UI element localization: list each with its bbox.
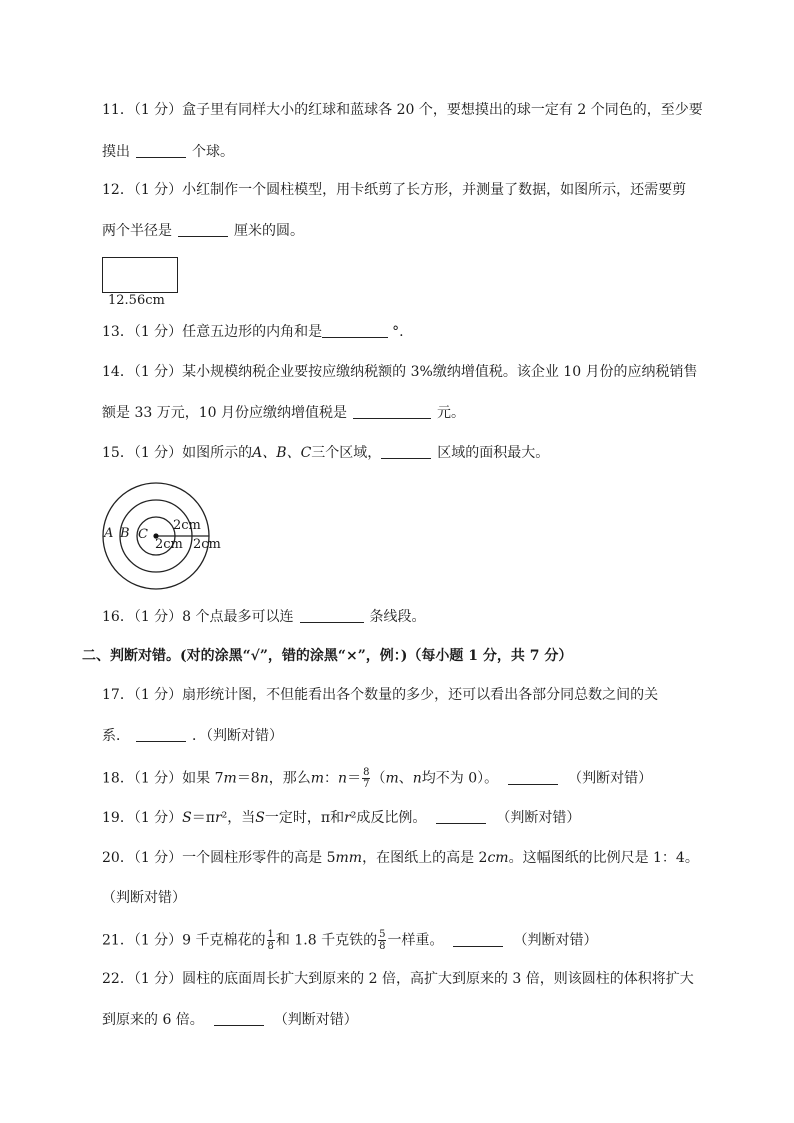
q11-text-a: 摸出	[102, 144, 130, 160]
q15-label-c: C	[138, 527, 148, 542]
q16-answer-blank[interactable]	[300, 608, 364, 623]
q18-text-f: （	[371, 770, 386, 787]
q11-answer-blank[interactable]	[136, 143, 186, 158]
q18-var-n2: n	[338, 770, 348, 787]
q18-text-b: ＝8	[236, 770, 260, 787]
q22-line2	[102, 1010, 358, 1030]
q12-answer-blank[interactable]	[178, 222, 228, 237]
q18-var-n3: n	[412, 770, 422, 787]
q21-fraction-1-numerator: 1	[267, 929, 274, 940]
q18-text-g: 、	[398, 770, 413, 787]
q13-line	[102, 322, 404, 342]
q11-line2	[102, 142, 234, 162]
q15-label-b: B	[120, 526, 130, 541]
q19-text-c: ²，当	[221, 810, 256, 826]
q18-var-n: n	[259, 770, 269, 787]
q15-text-c: 区域的面积最大。	[437, 445, 550, 461]
q14-text-b: 元。	[436, 405, 465, 421]
q21-text-c: 一样重。	[387, 932, 444, 949]
q18-fraction	[362, 767, 370, 790]
q14-line2	[102, 403, 465, 423]
q18-line	[102, 767, 652, 790]
q17-answer-blank[interactable]	[136, 727, 186, 742]
q18-fraction-numerator: 8	[363, 767, 370, 778]
q13-text-a: 13．（1 分）任意五边形的内角和是	[102, 324, 323, 340]
section2-title: 二、判断对错。(对的涂黑“√”，错的涂黑“×”，例：)（每小题 1 分，共 7 分）	[82, 648, 573, 664]
q21-text-a: 21．（1 分）9 千克棉花的	[102, 932, 266, 949]
q19-text-f: （判断对错）	[496, 810, 581, 826]
q17-text-b: ．（判断对错）	[192, 728, 283, 744]
q19-var-r: r	[214, 810, 222, 826]
q15-label-r2: 2cm	[155, 537, 183, 552]
q15-text-a: 15．（1 分）如图所示的	[102, 445, 253, 461]
q14-line1: 14．（1 分）某小规模纳税企业要按应缴纳税额的 3%缴纳增值税。该企业 10 月份的应纳税销售	[102, 364, 698, 380]
q17-line2	[102, 726, 283, 746]
q19-text-e: ²成反比例。	[350, 810, 427, 826]
q21-fraction-2-numerator: 5	[379, 929, 386, 940]
q19-line	[102, 808, 580, 828]
q12-line1: 12．（1 分）小红制作一个圆柱模型，用卡纸剪了长方形，并测量了数据，如图所示，还需要剪	[102, 182, 687, 198]
q20-unit-mm: mm	[335, 850, 363, 866]
q13-text-b: °.	[392, 324, 404, 340]
q15-text-b: 三个区域，	[311, 445, 382, 461]
q21-fraction-2	[378, 929, 386, 952]
q17-line1: 17．（1 分）扇形统计图，不但能看出各个数量的多少，还可以看出各部分同总数之间的关	[102, 687, 659, 703]
q18-var-m: m	[223, 770, 237, 787]
q15-vars: A、B、C	[252, 445, 312, 461]
q15-line	[102, 443, 549, 463]
q12-text-b: 厘米的圆。	[234, 223, 304, 239]
q12-text-a: 两个半径是	[102, 223, 172, 239]
q18-fraction-denominator: 7	[363, 779, 370, 790]
q12-rectangle-figure	[102, 257, 178, 293]
q21-text-b: 和 1.8 千克铁的	[275, 932, 378, 949]
q15-label-r1: 2cm	[173, 518, 201, 533]
q19-var-s: S	[182, 810, 192, 826]
q19-text-d: 一定时，π和	[264, 810, 345, 826]
q16-text-a: 16．（1 分）8 个点最多可以连	[102, 609, 294, 625]
q20-line1	[102, 848, 699, 868]
q14-text-a: 额是 33 万元，10 月份应缴纳增值税是	[102, 405, 347, 421]
q22-text-a: 到原来的 6 倍。	[102, 1012, 204, 1028]
q14-answer-blank[interactable]	[353, 404, 431, 419]
q21-line	[102, 929, 597, 952]
q15-answer-blank[interactable]	[381, 444, 431, 459]
q19-answer-blank[interactable]	[436, 809, 486, 824]
q20-text-c: 。这幅图纸的比例尺是 1：4。	[508, 850, 699, 866]
q15-label-a: A	[104, 526, 114, 541]
q18-answer-blank[interactable]	[508, 770, 558, 785]
q18-text-h: 均不为 0）。	[421, 770, 499, 787]
q18-text-i: （判断对错）	[568, 770, 653, 787]
q20-line2: （判断对错）	[102, 890, 186, 906]
q12-figure-label: 12.56cm	[108, 293, 165, 308]
q20-text-b: ，在图纸上的高是 2	[362, 850, 488, 866]
q22-answer-blank[interactable]	[214, 1011, 264, 1026]
q11-line1: 11．（1 分）盒子里有同样大小的红球和蓝球各 20 个，要想摸出的球一定有 2 个同色的，至少要	[102, 102, 703, 118]
q19-text-b: ＝π	[191, 810, 215, 826]
q21-fraction-1-denominator: 8	[267, 941, 274, 952]
q18-var-m2: m	[310, 770, 325, 787]
q22-text-b: （判断对错）	[273, 1012, 358, 1028]
q18-text-c: ，那么	[268, 770, 311, 787]
q18-text-a: 18．（1 分）如果 7	[102, 770, 224, 787]
q19-var-r2: r	[344, 810, 351, 826]
q20-text-a: 20．（1 分）一个圆柱形零件的高是 5	[102, 850, 336, 866]
q15-label-r3: 2cm	[193, 537, 221, 552]
q13-answer-blank[interactable]	[322, 323, 388, 338]
q12-line2	[102, 221, 304, 241]
q21-fraction-2-denominator: 8	[379, 941, 386, 952]
q11-text-b: 个球。	[192, 144, 234, 160]
q21-answer-blank[interactable]	[453, 932, 503, 947]
q17-text-a: 系．	[102, 728, 130, 744]
q20-unit-cm: cm	[487, 850, 509, 866]
q18-var-m3: m	[385, 770, 399, 787]
q21-fraction-1	[267, 929, 275, 952]
q16-line	[102, 607, 426, 627]
q16-text-b: 条线段。	[369, 609, 426, 625]
q21-text-d: （判断对错）	[513, 932, 598, 949]
q18-text-e: ＝	[347, 770, 362, 787]
q18-text-d: ：	[324, 770, 339, 787]
q19-text-a: 19．（1 分）	[102, 810, 183, 826]
q19-var-s2: S	[255, 810, 265, 826]
q22-line1: 22．（1 分）圆柱的底面周长扩大到原来的 2 倍，高扩大到原来的 3 倍，则该圆柱的体积将扩大	[102, 971, 694, 987]
